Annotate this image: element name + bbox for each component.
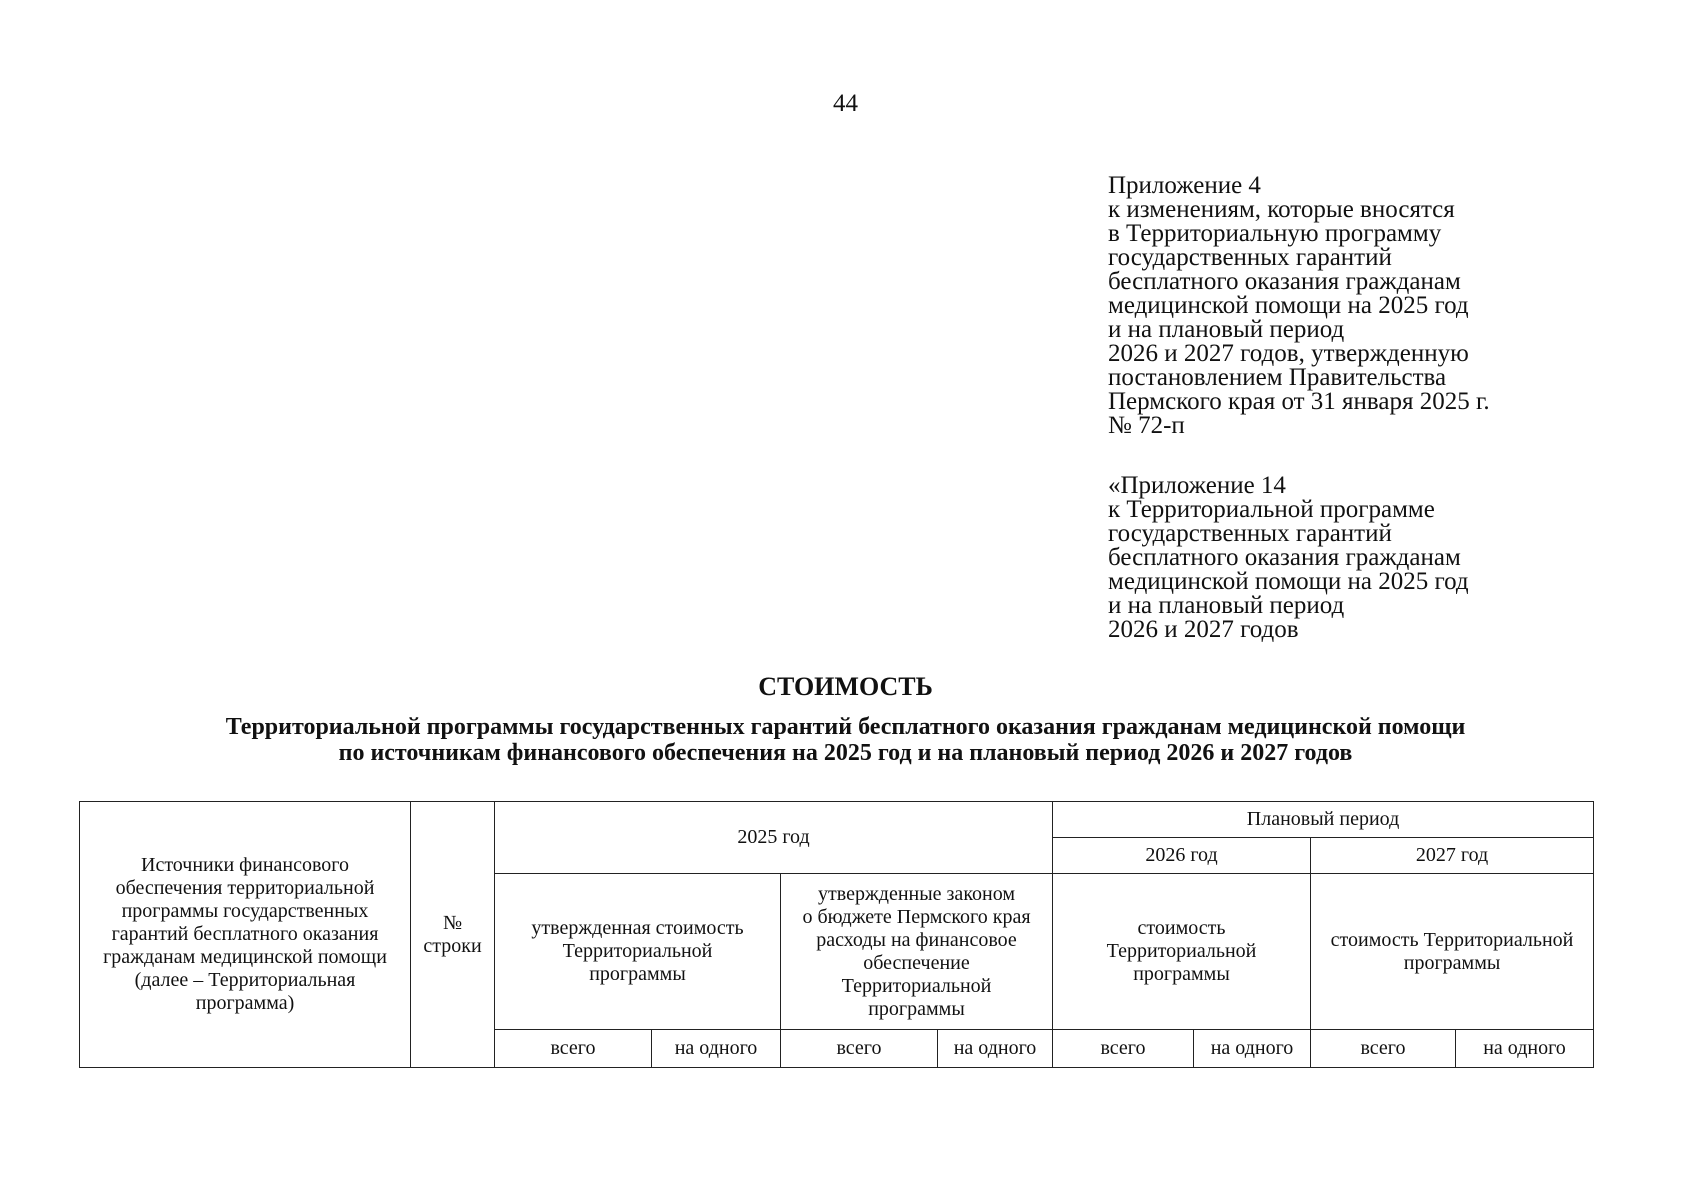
budget-expenses-line: обеспечение: [863, 951, 970, 974]
appendix-4-line: Пермского края от 31 января 2025 г.: [1108, 388, 1490, 415]
row-number-header-cell: [411, 802, 495, 1068]
budget-expenses-line: Территориальной: [841, 974, 992, 997]
appendix-4-line: государственных гарантий: [1108, 244, 1392, 271]
page-number: 44: [833, 90, 858, 117]
appendix-4-line: Приложение 4: [1108, 172, 1261, 199]
subheader-per-one: на одного: [1456, 1030, 1594, 1068]
cost-2026-header: [1053, 874, 1311, 1030]
planned-period-header: Плановый период: [1053, 802, 1594, 838]
subheader-total: всего: [781, 1030, 938, 1068]
appendix-14-line: и на плановый период: [1108, 592, 1345, 619]
approved-cost-line: утвержденная стоимость: [531, 917, 744, 939]
appendix-4-line: в Территориальную программу: [1108, 220, 1442, 247]
budget-expenses-line: расходы на финансовое: [816, 928, 1017, 951]
appendix-4-header: [1108, 174, 1668, 438]
sources-header-line: гарантий бесплатного оказания: [111, 923, 379, 945]
sources-header-line: программы государственных: [121, 900, 369, 922]
appendix-4-line: № 72-п: [1108, 412, 1185, 439]
cost-table: [79, 801, 1594, 1068]
appendix-14-line: «Приложение 14: [1108, 472, 1286, 499]
appendix-14-line: бесплатного оказания гражданам: [1108, 544, 1461, 571]
approved-cost-line: программы: [589, 963, 686, 985]
subheader-per-one: на одного: [652, 1030, 781, 1068]
appendix-4-line: 2026 и 2027 годов, утвержденную: [1108, 340, 1469, 367]
appendix-4-line: бесплатного оказания гражданам: [1108, 268, 1461, 295]
year-2025-header: 2025 год: [495, 802, 1053, 874]
appendix-14-header: [1108, 474, 1668, 642]
year-2027-header: 2027 год: [1311, 838, 1594, 874]
cost-2027-header: [1311, 874, 1594, 1030]
appendix-14-line: медицинской помощи на 2025 год: [1108, 568, 1469, 595]
budget-expenses-line: утвержденные законом: [818, 882, 1015, 905]
sources-header-line: (далее – Территориальная: [134, 969, 356, 991]
subheader-per-one: на одного: [1194, 1030, 1311, 1068]
subheader-total: всего: [495, 1030, 652, 1068]
appendix-4-line: постановлением Правительства: [1108, 364, 1447, 391]
appendix-14-line: к Территориальной программе: [1108, 496, 1435, 523]
appendix-14-line: 2026 и 2027 годов: [1108, 616, 1299, 643]
sources-header-line: обеспечения территориальной: [115, 877, 375, 899]
subheader-total: всего: [1311, 1030, 1456, 1068]
subtitle-line-2: по источникам финансового обеспечения на 2025 год и на плановый период 2026 и 2027 годов: [338, 740, 1353, 766]
appendix-14-line: государственных гарантий: [1108, 520, 1392, 547]
appendix-4-line: и на плановый период: [1108, 316, 1345, 343]
cost-2026-line: Территориальной: [1106, 940, 1257, 962]
budget-expenses-header: [781, 874, 1053, 1030]
subtitle-line-1: Территориальной программы государственных гарантий бесплатного оказания гражданам медицинской помощи: [225, 714, 1466, 740]
cost-2026-line: стоимость: [1137, 917, 1226, 939]
budget-expenses-line: программы: [868, 997, 965, 1020]
cost-2027-line: программы: [1403, 951, 1501, 974]
row-number-header-line: №: [442, 911, 463, 934]
table-header-row: [80, 802, 1594, 838]
document-subtitle: [0, 714, 1691, 766]
sources-header-line: программа): [195, 992, 295, 1014]
document-title: СТОИМОСТЬ: [758, 672, 933, 701]
approved-cost-header: [495, 874, 781, 1030]
sources-header-line: Источники финансового: [141, 854, 349, 876]
budget-expenses-line: о бюджете Пермского края: [802, 905, 1031, 928]
cost-2027-line: стоимость Территориальной: [1330, 928, 1574, 951]
sources-header-line: гражданам медицинской помощи: [103, 946, 387, 968]
year-2026-header: 2026 год: [1053, 838, 1311, 874]
subheader-total: всего: [1053, 1030, 1194, 1068]
sources-header-cell: [80, 802, 411, 1068]
row-number-header-line: строки: [423, 934, 482, 957]
cost-2026-line: программы: [1133, 963, 1230, 985]
subheader-per-one: на одного: [938, 1030, 1053, 1068]
appendix-4-line: к изменениям, которые вносятся: [1108, 196, 1455, 223]
approved-cost-line: Территориальной: [562, 940, 713, 962]
appendix-4-line: медицинской помощи на 2025 год: [1108, 292, 1469, 319]
